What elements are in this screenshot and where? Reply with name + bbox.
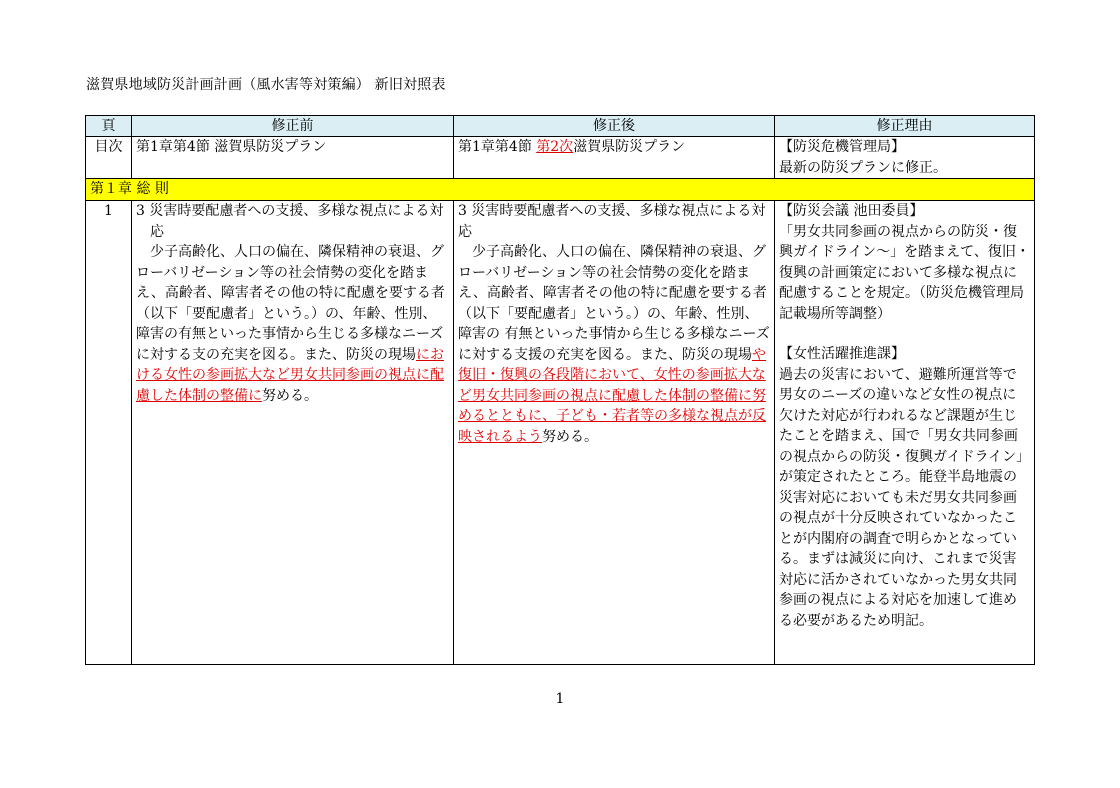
reason-title: 【女性活躍推進課】 (779, 346, 905, 362)
table-row (86, 201, 1035, 665)
table-row (86, 137, 1035, 179)
after-text: 第1章第4節 (458, 139, 537, 155)
page-cell: 目次 (86, 137, 132, 179)
revised-text: における女性の参画拡大など男女共同参画の視点に配慮した体制の整備に (136, 346, 444, 404)
after-text: 滋賀県防災プラン (573, 139, 686, 155)
reason-cell (775, 201, 1035, 665)
body-text: 少子高齢化、人口の偏在、隣保精神の衰退、グローバリゼーション等の社会情勢の変化を踏まえ、高齢者、障害者その他の特に配慮を要する者（以下「要配慮者」という。）の、年齢、性別、障害の 有無といった事情から生じる多様なニーズに対する支援の充実を図る。また、防災の現場 (458, 244, 770, 363)
section-heading: 3 災害時要配慮者への支援、多様な視点による対 (136, 203, 444, 219)
header-before: 修正前 (132, 116, 454, 137)
section-body (136, 242, 449, 406)
reason-text: 最新の防災プランに修正。 (779, 159, 947, 176)
section-heading: 3 災害時要配慮者への支援、多様な視点による対応 (458, 203, 766, 240)
page-cell: 1 (86, 201, 132, 665)
reason-text: 過去の災害において、避難所運営等で男女のニーズの違いなど女性の視点に欠けた対応が行われるなど課題が生じたことを踏まえ、国で「男女共同参画の視点からの防災・復興ガイドライン」が策定されたところ。能登半島地震の災害対応においても未だ男女共同参画の視点が十分反映されていなかったことが内閣府の調査で明らかとなっている。まずは減災に向け、これまで災害対応に活かされていなかった男女共同参画の視点による対応を加速して進める必要があるため明記。 (779, 366, 1024, 629)
reason-title: 【防災危機管理局】 (779, 139, 905, 155)
header-reason: 修正理由 (775, 116, 1035, 137)
revised-text: 第2次 (536, 139, 574, 155)
body-text: 少子高齢化、人口の偏在、隣保精神の衰退、グローバリゼーション等の社会情勢の変化を踏まえ、高齢者、障害者その他の特に配慮を要する者（以下「要配慮者」という。）の、年齢、性別、障害の有無といった事情から生じる多様なニーズに対する支の充実を図る。また、防災の現場 (136, 244, 445, 363)
before-cell (132, 201, 454, 665)
body-text: 努める。 (542, 428, 598, 445)
header-row (86, 116, 1035, 137)
header-after: 修正後 (454, 116, 775, 137)
header-page: 頁 (86, 116, 132, 137)
section-body (458, 242, 770, 447)
reason-title: 【防災会議 池田委員】 (779, 203, 924, 219)
after-cell (454, 137, 775, 179)
chapter-title: 第１章 総 則 (86, 179, 1035, 201)
chapter-row (86, 179, 1035, 201)
reason-text: 「男女共同参画の視点からの防災・復興ガイドライン～」を踏まえて、復旧・復興の計画策定において多様な視点に配慮することを規定。（防災危機管理局記載場所等調整） (779, 223, 1030, 322)
document-title: 滋賀県地域防災計画計画（風水害等対策編） 新旧対照表 (86, 77, 446, 93)
before-cell: 第1章第4節 滋賀県防災プラン (132, 137, 454, 179)
reason-cell (775, 137, 1035, 179)
revised-text: や復旧・復興の各段階において、女性の参画拡大など男女共同参画の視点に配慮した体制の整備に努めるとともに、子ども・若者等の多様な視点が反映されるよう (458, 346, 766, 445)
after-cell (454, 201, 775, 665)
spacer (779, 324, 1030, 344)
comparison-table (85, 115, 1035, 665)
body-text: 努める。 (262, 387, 318, 404)
page-number: 1 (555, 691, 565, 707)
section-heading-cont: 応 (150, 223, 164, 240)
